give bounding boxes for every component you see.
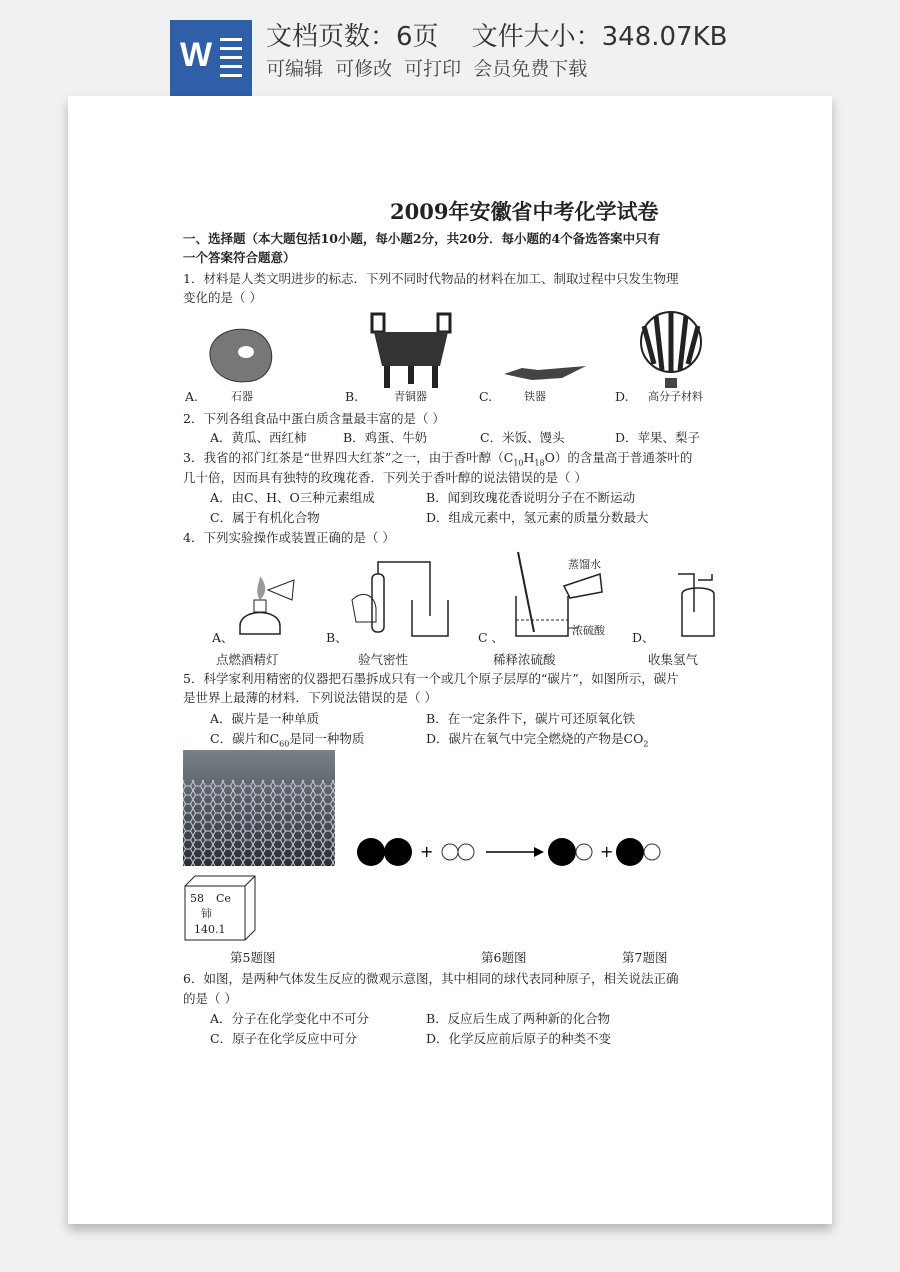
q3-stem-cont: 几十倍，因而具有独特的玫瑰花香．下列关于香叶醇的说法错误的是（ ）: [183, 470, 587, 485]
q3-option-d: D．组成元素中，氢元素的质量分数最大: [426, 510, 649, 525]
bronze-vessel-image: [368, 310, 454, 394]
element-number: 58: [190, 892, 204, 905]
q6-option-c: C．原子在化学反应中可分: [210, 1031, 358, 1046]
q1-stem: 1．材料是人类文明进步的标志．下列不同时代物品的材料在加工、制取过程中只发生物理: [183, 271, 679, 286]
q6-option-d: D．化学反应前后原子的种类不变: [426, 1031, 612, 1046]
reaction-diagram: [356, 830, 666, 870]
q3-option-b: B．闻到玫瑰花香说明分子在不断运动: [426, 490, 636, 505]
svg-text:+: +: [420, 842, 434, 861]
q4-label-a: A、: [212, 630, 234, 645]
element-name: 铈: [201, 907, 212, 920]
page-count: 文档页数：6页: [266, 22, 439, 52]
q1-caption-d: 高分子材料: [648, 390, 703, 403]
document-page: [68, 96, 832, 1224]
q4-caption-d: 收集氢气: [648, 652, 699, 667]
section-heading: 一、选择题（本大题包括10小题，每小题2分，共20分．每小题的4个备选答案中只有: [183, 231, 661, 246]
q1-caption-c: 铁器: [524, 390, 546, 403]
q3-option-c: C．属于有机化合物: [210, 510, 320, 525]
q2-option-c: C．米饭、馒头: [480, 430, 565, 445]
q1-caption-b: 青铜器: [394, 390, 427, 403]
q6-option-a: A．分子在化学变化中不可分: [210, 1011, 370, 1026]
element-symbol: Ce: [216, 892, 231, 905]
feature-list: 可编辑 可修改 可打印 会员免费下载: [266, 58, 588, 80]
q5-option-d: D．碳片在氧气中完全燃烧的产物是$CO_2$: [426, 731, 649, 749]
q2-option-b: B．鸡蛋、牛奶: [343, 430, 428, 445]
q3-option-a: A．由C、H、O三种元素组成: [210, 490, 375, 505]
q1-caption-a: 石器: [231, 390, 253, 403]
q1-label-c: C.: [479, 389, 493, 404]
gas-collection-bottle-image: [676, 572, 716, 640]
q4-label-d: D、: [632, 630, 655, 645]
q1-label-b: B.: [345, 389, 359, 404]
file-size: 文件大小：348.07KB: [471, 22, 728, 52]
q2-stem: 2．下列各组食品中蛋白质含量最丰富的是（ ）: [183, 411, 445, 426]
fig7-caption: 第7题图: [622, 950, 668, 965]
alcohol-lamp-image: [234, 570, 298, 640]
fig5-caption: 第5题图: [230, 950, 276, 965]
q6-stem: 6．如图，是两种气体发生反应的微观示意图，其中相同的球代表同种原子，相关说法正确: [183, 971, 679, 986]
q4-caption-b: 验气密性: [358, 652, 409, 667]
element-mass: 140.1: [194, 923, 226, 936]
q6-option-b: B．反应后生成了两种新的化合物: [426, 1011, 611, 1026]
q2-option-a: A．黄瓜、西红柿: [210, 430, 307, 445]
q4-stem: 4．下列实验操作或装置正确的是（ ）: [183, 530, 395, 545]
stone-tool-image: [206, 322, 278, 384]
q5-option-a: A．碳片是一种单质: [210, 711, 320, 726]
file-meta: [266, 16, 727, 53]
airtightness-apparatus-image: [350, 560, 454, 640]
q1-label-a: A.: [185, 389, 199, 404]
hot-air-balloon-image: [638, 312, 704, 392]
svg-text:+: +: [600, 842, 614, 861]
q4-caption-c: 稀释浓硫酸: [493, 652, 556, 667]
q4-label-c: C 、: [478, 630, 505, 645]
distilled-water-label: 蒸馏水: [568, 558, 601, 571]
q5-stem-cont: 是世界上最薄的材料．下列说法错误的是（ ）: [183, 690, 437, 705]
q4-label-b: B、: [326, 630, 348, 645]
fig6-caption: 第6题图: [481, 950, 527, 965]
q6-stem-cont: 的是（ ）: [183, 991, 237, 1006]
q1-stem-cont: 变化的是（ ）: [183, 290, 262, 305]
graphene-sheet-image: [183, 750, 335, 866]
q5-option-b: B．在一定条件下，碳片可还原氧化铁: [426, 711, 636, 726]
sulfuric-acid-label: 浓硫酸: [572, 624, 605, 637]
q1-label-d: D.: [615, 389, 629, 404]
q4-caption-a: 点燃酒精灯: [216, 652, 279, 667]
iron-tool-image: [502, 362, 588, 386]
q3-stem: 3．我省的祁门红茶是“世界四大红茶”之一，由于香叶醇$(C_{10}H_{18}O)$的含量高于普通茶叶的: [183, 450, 693, 468]
word-document-icon: W: [170, 20, 252, 96]
q2-option-d: D．苹果、梨子: [615, 430, 701, 445]
q5-stem: 5．科学家利用精密的仪器把石墨拆成只有一个或几个原子层厚的“碳片”，如图所示，碳片: [183, 671, 679, 686]
download-banner: [0, 0, 900, 96]
q5-option-c: C．碳片和$C_{60}$是同一种物质: [210, 731, 365, 749]
page-title: 2009年安徽省中考化学试卷: [390, 199, 659, 224]
section-heading-cont: 一个答案符合题意）: [183, 250, 296, 265]
